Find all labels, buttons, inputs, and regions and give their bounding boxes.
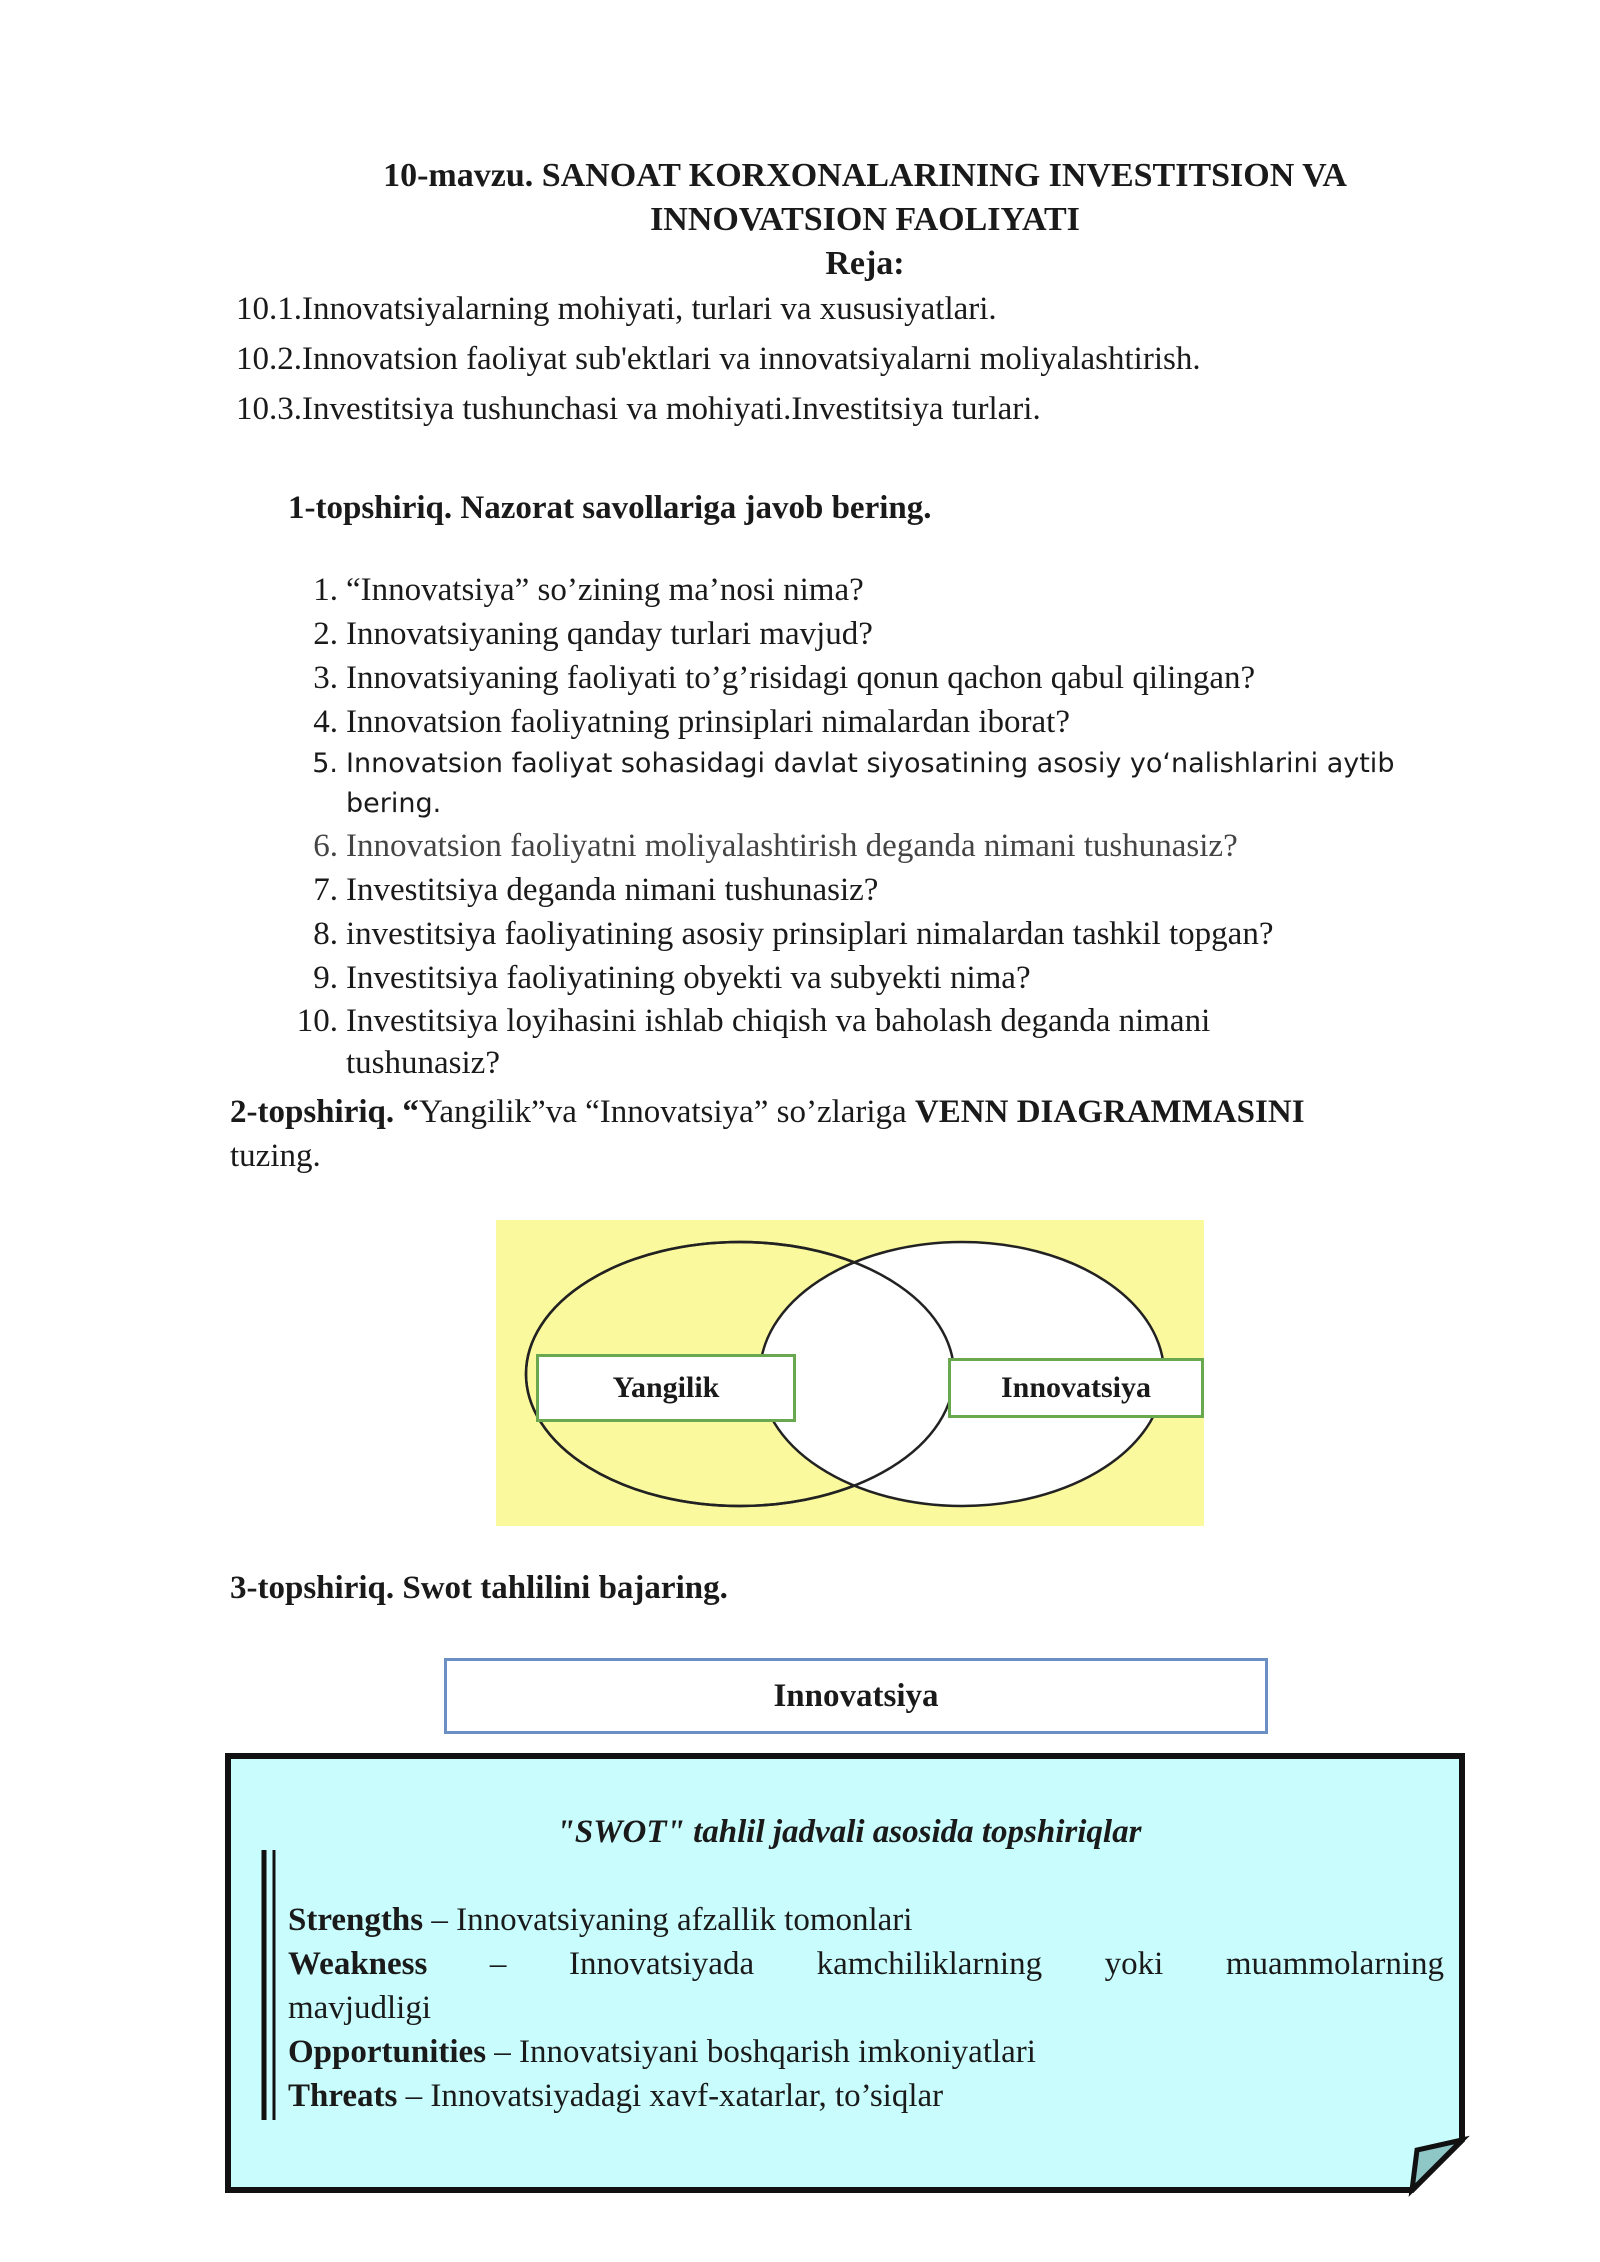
question-number: 8.: [313, 916, 338, 952]
question-text: Investitsiya deganda nimani tushunasiz?: [346, 872, 879, 908]
question-text: investitsiya faoliyatining asosiy prinsiplari nimalardan tashkil topgan?: [346, 916, 1274, 952]
swot-weakness-cont: mavjudligi: [288, 1990, 431, 2026]
task1-heading: 1-topshiriq. Nazorat savollariga javob bering.: [288, 490, 932, 526]
swot-weakness-text: – Innovatsiyada kamchiliklarning yoki muammolarning: [427, 1946, 1444, 1982]
swot-weakness: [288, 1942, 1444, 1986]
question-text: Investitsiya faoliyatining obyekti va subyekti nima?: [346, 960, 1031, 996]
question-number: 6.: [313, 828, 338, 864]
swot-list: [288, 1898, 1444, 2118]
swot-strengths: [288, 1898, 1444, 1942]
question-number: 7.: [313, 872, 338, 908]
question-number: 10.: [296, 1003, 338, 1039]
venn-label-left: Yangilik: [536, 1354, 796, 1422]
question-item: [286, 700, 1446, 744]
task2-text: Yangilik”va “Innovatsiya” so’zlariga: [418, 1094, 915, 1130]
question-text: Innovatsiyaning qanday turlari mavjud?: [346, 616, 873, 652]
question-item: [286, 568, 1446, 612]
task2-quote: “: [394, 1094, 419, 1130]
task2-instruction: [230, 1090, 1490, 1134]
swot-threats-text: – Innovatsiyadagi xavf-xatarlar, to’siqlar: [397, 2078, 944, 2114]
task3-heading: 3-topshiriq. Swot tahlilini bajaring.: [230, 1570, 728, 1606]
venn-label-right: Innovatsiya: [948, 1358, 1204, 1418]
question-number: 5.: [312, 748, 338, 779]
question-item: [286, 824, 1446, 868]
page-subtitle: INNOVATSION FAOLIYATI: [650, 201, 1080, 238]
question-number: 2.: [313, 616, 338, 652]
question-text: Innovatsion faoliyat sohasidagi davlat siyosatining asosiy yo‘nalishlarini aytib bering.: [346, 748, 1395, 819]
swot-threats-term: Threats: [288, 2078, 398, 2114]
question-number: 3.: [313, 660, 338, 696]
question-item: [286, 912, 1446, 956]
question-number: 9.: [313, 960, 338, 996]
venn-diagram: [496, 1220, 1204, 1526]
question-text: “Innovatsiya” so’zining ma’nosi nima?: [346, 572, 864, 608]
swot-strengths-term: Strengths: [288, 1902, 424, 1938]
question-item: [286, 612, 1446, 656]
swot-opportunities-term: Opportunities: [288, 2034, 487, 2070]
swot-weakness-term: Weakness: [288, 1946, 428, 1982]
page-title: 10-mavzu. SANOAT KORXONALARINING INVESTITSION VA: [383, 157, 1347, 194]
question-text: Innovatsion faoliyatning prinsiplari nimalardan iborat?: [346, 704, 1070, 740]
task2-tail: tuzing.: [230, 1138, 321, 1174]
task2-label: 2-topshiriq.: [230, 1094, 395, 1130]
question-item: [286, 956, 1446, 1000]
swot-opportunities: [288, 2030, 1444, 2074]
question-item: [286, 656, 1446, 700]
question-text: Investitsiya loyihasini ishlab chiqish va baholash deganda nimani tushunasiz?: [346, 1003, 1211, 1081]
question-text: Innovatsion faoliyatni moliyalashtirish deganda nimani tushunasiz?: [346, 828, 1238, 864]
question-list: [286, 568, 1446, 1084]
swot-title: "SWOT" tahlil jadvali asosida topshiriqlar: [556, 1814, 1142, 1850]
swot-strengths-text: – Innovatsiyaning afzallik tomonlari: [423, 1902, 913, 1938]
question-number: 4.: [313, 704, 338, 740]
plan-item-2: 10.2.Innovatsion faoliyat sub'ektlari va innovatsiyalarni moliyalashtirish.: [236, 341, 1201, 377]
swot-note-fold: [1412, 2140, 1462, 2190]
question-item: [286, 868, 1446, 912]
question-item: [286, 744, 1446, 824]
plan-item-1: 10.1.Innovatsiyalarning mohiyati, turlari va xususiyatlari.: [236, 291, 997, 327]
question-number: 1.: [313, 572, 338, 608]
plan-heading: Reja:: [825, 245, 905, 282]
question-text: Innovatsiyaning faoliyati to’g’risidagi qonun qachon qabul qilingan?: [346, 660, 1256, 696]
question-item: [286, 1000, 1446, 1084]
swot-opportunities-text: – Innovatsiyani boshqarish imkoniyatlari: [486, 2034, 1036, 2070]
task2-venn-term: VENN DIAGRAMMASINI: [914, 1094, 1305, 1130]
plan-item-3: 10.3.Investitsiya tushunchasi va mohiyati.Investitsiya turlari.: [236, 391, 1041, 427]
swot-threats: [288, 2074, 1444, 2118]
innovation-box: Innovatsiya: [444, 1658, 1268, 1734]
